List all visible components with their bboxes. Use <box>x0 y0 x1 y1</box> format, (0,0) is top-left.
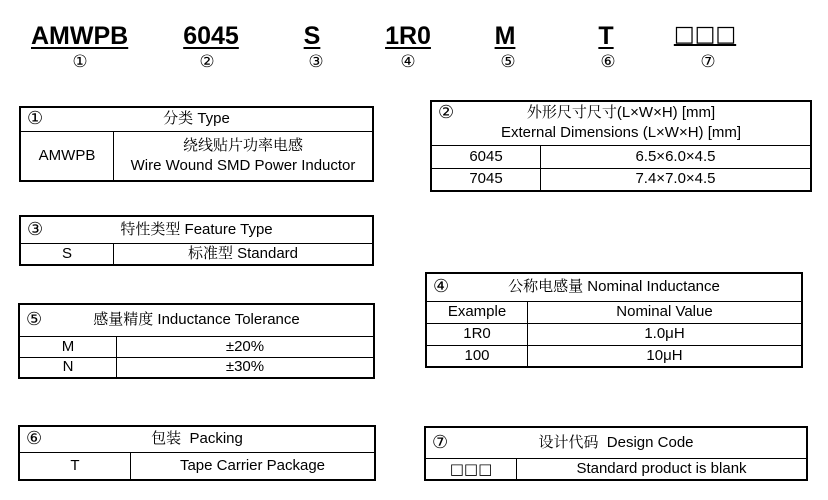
inductance-code: 100 <box>426 345 528 367</box>
feature-table-header <box>20 216 373 243</box>
dimension-title-cn: 外形尺寸尺寸(L×W×H) [mm] <box>526 104 716 122</box>
inductance-table-index: ④ <box>433 276 450 298</box>
type-table-header <box>20 107 373 131</box>
packing-value: Tape Carrier Package <box>131 452 376 480</box>
dimension-code: 7045 <box>431 168 541 191</box>
part-code-dimension: 6045 <box>183 22 239 50</box>
dimension-value: 6.5×6.0×4.5 <box>541 145 812 168</box>
packing-table <box>18 425 376 481</box>
inductance-table-header <box>426 273 802 301</box>
index-5: ⑤ <box>500 52 516 72</box>
part-code-packing: T <box>598 22 614 50</box>
packing-code: T <box>19 452 131 480</box>
packing-table-title: 包装 Packing <box>151 430 243 448</box>
design-code: □□□ <box>425 458 517 480</box>
design-table-title: 设计代码 Design Code <box>538 433 694 451</box>
tolerance-table-title: 感量精度 Inductance Tolerance <box>93 311 300 329</box>
type-table-index: ① <box>27 108 44 130</box>
feature-table-index: ③ <box>27 218 44 240</box>
design-code-table <box>424 426 808 481</box>
type-table <box>19 106 374 182</box>
index-6: ⑥ <box>600 52 616 72</box>
design-table-header <box>425 427 807 458</box>
tolerance-value: ±20% <box>117 336 375 357</box>
dimension-table <box>430 100 812 192</box>
tolerance-value: ±30% <box>117 357 375 378</box>
index-7: ⑦ <box>700 52 716 72</box>
tolerance-code: N <box>19 357 117 378</box>
index-2: ② <box>199 52 215 72</box>
inductance-col-value: Nominal Value <box>528 301 803 323</box>
inductance-col-example: Example <box>426 301 528 323</box>
inductance-table-title: 公称电感量 Nominal Inductance <box>508 278 720 296</box>
table-row <box>19 452 375 480</box>
inductance-value: 10μH <box>528 345 803 367</box>
inductance-table <box>425 272 803 368</box>
table-row <box>431 168 811 191</box>
dimension-table-header <box>431 101 811 145</box>
table-row <box>19 357 374 378</box>
packing-table-index: ⑥ <box>26 428 43 450</box>
inductance-value: 1.0μH <box>528 323 803 345</box>
part-code-tolerance: M <box>494 22 516 50</box>
dimension-title-en: External Dimensions (L×W×H) [mm] <box>500 124 742 142</box>
part-code-feature: S <box>303 22 321 50</box>
feature-table <box>19 215 374 266</box>
dimension-value: 7.4×7.0×4.5 <box>541 168 812 191</box>
inductance-code: 1R0 <box>426 323 528 345</box>
feature-value: 标准型 Standard <box>114 243 374 265</box>
feature-code: S <box>20 243 114 265</box>
part-code-series: AMWPB <box>31 22 129 50</box>
part-code-inductance: 1R0 <box>385 22 431 50</box>
type-desc-cell <box>114 131 374 181</box>
tolerance-table-header <box>19 304 374 336</box>
table-row <box>426 323 802 345</box>
index-4: ④ <box>400 52 416 72</box>
table-row <box>425 458 807 480</box>
table-row <box>20 243 373 265</box>
index-3: ③ <box>308 52 324 72</box>
type-code-cell: AMWPB <box>20 131 114 181</box>
design-table-index: ⑦ <box>432 431 449 453</box>
design-value: Standard product is blank <box>517 458 808 480</box>
table-row <box>19 336 374 357</box>
type-desc-cn: 绕线贴片功率电感 <box>182 136 303 154</box>
packing-table-header <box>19 426 375 452</box>
table-row <box>431 145 811 168</box>
tolerance-table <box>18 303 375 379</box>
feature-table-title: 特性类型 Feature Type <box>120 220 273 238</box>
tolerance-code: M <box>19 336 117 357</box>
type-table-title: 分类 Type <box>163 110 230 128</box>
part-code-design: □□□ <box>673 22 737 47</box>
dimension-code: 6045 <box>431 145 541 168</box>
index-1: ① <box>72 52 88 72</box>
tolerance-table-index: ⑤ <box>26 309 43 331</box>
type-desc-en: Wire Wound SMD Power Inductor <box>130 156 356 174</box>
table-row <box>426 345 802 367</box>
dimension-table-index: ② <box>438 102 455 123</box>
